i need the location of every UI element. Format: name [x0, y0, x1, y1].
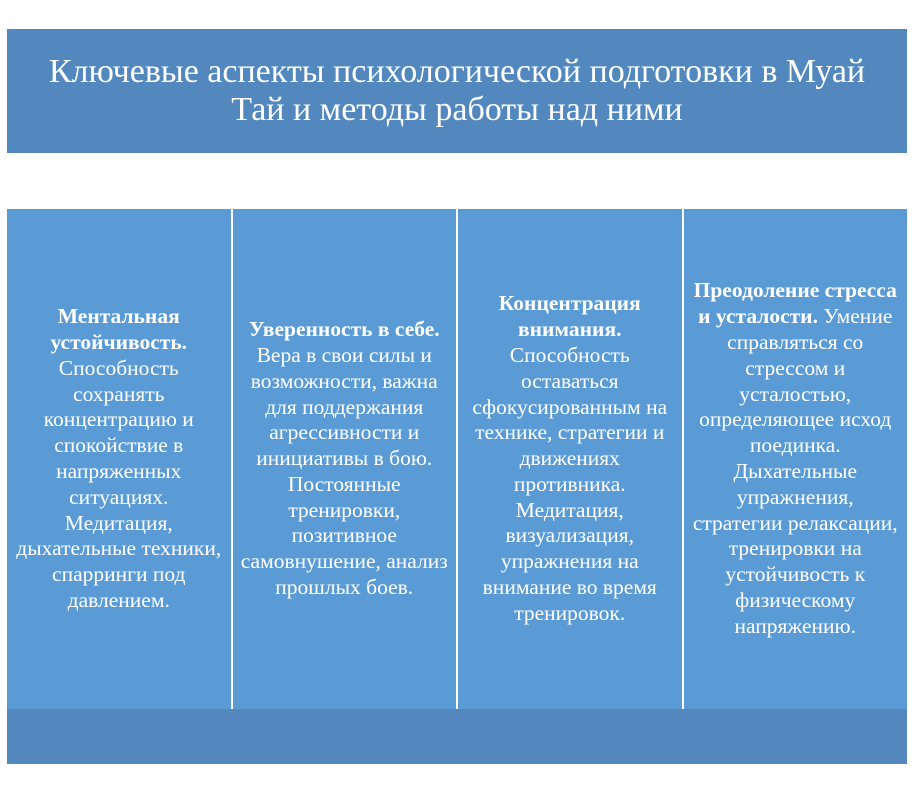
aspect-column-stress-fatigue — [684, 209, 908, 709]
aspect-column-mental-stability — [7, 209, 231, 709]
aspects-columns — [7, 209, 907, 709]
aspect-body: Умение справляться со стрессом и усталостью, определяющее исход поединка. Дыхательные упражнения, стратегии релаксации, тренировки на устойчивость к физическому напряжению. — [692, 304, 898, 638]
aspect-heading: Уверенность в себе. — [248, 317, 440, 342]
aspect-heading: Ментальная устойчивость. — [50, 304, 188, 355]
aspect-column-concentration — [458, 209, 682, 709]
aspect-text — [690, 278, 902, 639]
aspect-body: Способность оставаться сфокусированным на технике, стратегии и движениях противника. Медитация, визуализация, упражнения на внимание во время тренировок. — [472, 342, 668, 625]
aspect-text — [239, 317, 451, 601]
aspect-column-self-confidence — [233, 209, 457, 709]
aspect-body: Способность сохранять концентрацию и спокойствие в напряженных ситуациях. Медитация, дыхательные техники, спарринги под давлением. — [16, 355, 222, 612]
aspect-text — [13, 304, 225, 614]
aspect-heading: Концентрация внимания. — [498, 291, 641, 342]
footer-band — [7, 709, 907, 764]
aspect-text — [464, 291, 676, 626]
aspect-body: Вера в свои силы и возможности, важна для поддержания агрессивности и инициативы в бою. Постоянные тренировки, позитивное самовнушение, анализ прошлых боев. — [240, 342, 448, 600]
diagram-title: Ключевые аспекты психологической подготовки в Муай Тай и методы работы над ними — [48, 53, 866, 128]
aspect-heading: Преодоление стресса и усталости. — [693, 278, 897, 329]
title-banner — [7, 29, 907, 153]
